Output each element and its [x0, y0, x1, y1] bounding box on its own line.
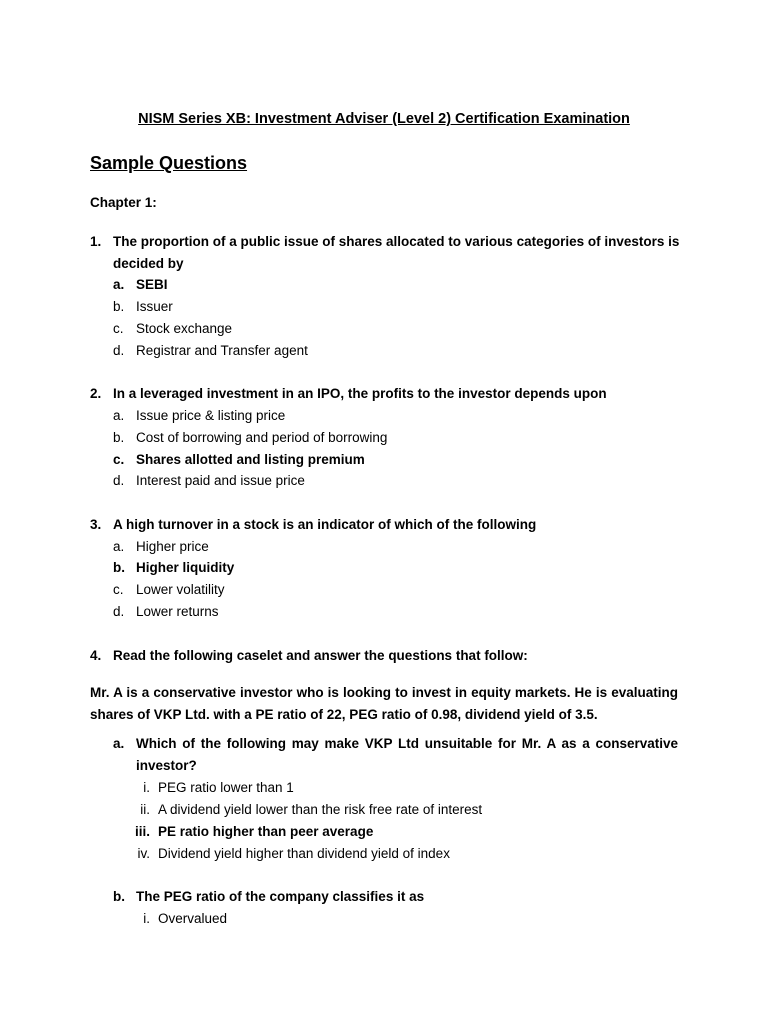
question-number: 1.	[90, 234, 102, 249]
option-letter: b.	[113, 560, 125, 575]
option-text: Stock exchange	[136, 321, 233, 336]
option-numeral: i.	[143, 911, 150, 926]
option-letter: a.	[113, 277, 125, 292]
subquestion-letter: a.	[113, 736, 125, 751]
option-numeral: i.	[143, 780, 150, 795]
option-text: Issue price & listing price	[136, 408, 286, 423]
subquestion-text: Which of the following may make VKP Ltd unsuitable for Mr. A as a conservative	[136, 736, 678, 751]
option-text: A dividend yield lower than the risk free rate of interest	[158, 802, 483, 817]
option-letter: c.	[113, 321, 124, 336]
option-text: Higher price	[136, 539, 209, 554]
option-letter: a.	[113, 408, 125, 423]
section-heading: Sample Questions	[90, 153, 248, 173]
option-numeral: iv.	[137, 846, 150, 861]
option-letter: d.	[113, 473, 125, 488]
option-letter: c.	[113, 582, 124, 597]
option-text-correct: Shares allotted and listing premium	[136, 452, 365, 467]
option-text-correct: Higher liquidity	[136, 560, 235, 575]
option-text: Dividend yield higher than dividend yield of index	[158, 846, 450, 861]
question-text: The proportion of a public issue of shares allocated to various categories of investors is	[113, 234, 680, 249]
option-text: Overvalued	[158, 911, 228, 926]
option-text-correct: PE ratio higher than peer average	[158, 824, 374, 839]
option-numeral: iii.	[134, 824, 150, 839]
option-letter: b.	[113, 430, 125, 445]
option-numeral: ii.	[140, 802, 150, 817]
question-number: 4.	[90, 648, 102, 663]
question-text: Read the following caselet and answer the questions that follow:	[113, 648, 528, 663]
option-text: Registrar and Transfer agent	[136, 343, 308, 358]
option-letter: b.	[113, 299, 125, 314]
caselet-text: Mr. A is a conservative investor who is looking to invest in equity markets. He is evaluating	[90, 685, 678, 700]
option-text: Lower returns	[136, 604, 219, 619]
option-text: Lower volatility	[136, 582, 225, 597]
option-letter: d.	[113, 604, 125, 619]
document-title: NISM Series XB: Investment Adviser (Level 2) Certification Examination	[138, 111, 630, 127]
option-text: Cost of borrowing and period of borrowing	[136, 430, 388, 445]
question-number: 3.	[90, 517, 102, 532]
caselet-text-cont: shares of VKP Ltd. with a PE ratio of 22, PEG ratio of 0.98, dividend yield of 3.5.	[90, 707, 598, 722]
question-text-cont: decided by	[113, 256, 184, 271]
option-text-correct: SEBI	[136, 277, 168, 292]
option-text: PEG ratio lower than 1	[158, 780, 294, 795]
chapter-label: Chapter 1:	[90, 195, 157, 210]
question-text: A high turnover in a stock is an indicator of which of the following	[113, 517, 537, 532]
option-letter: c.	[113, 452, 125, 467]
option-letter: d.	[113, 343, 125, 358]
subquestion-text-cont: investor?	[136, 758, 197, 773]
option-text: Interest paid and issue price	[136, 473, 305, 488]
option-text: Issuer	[136, 299, 173, 314]
subquestion-letter: b.	[113, 889, 125, 904]
question-text: In a leveraged investment in an IPO, the profits to the investor depends upon	[113, 386, 607, 401]
option-letter: a.	[113, 539, 125, 554]
subquestion-text: The PEG ratio of the company classifies it as	[136, 889, 425, 904]
question-number: 2.	[90, 386, 102, 401]
